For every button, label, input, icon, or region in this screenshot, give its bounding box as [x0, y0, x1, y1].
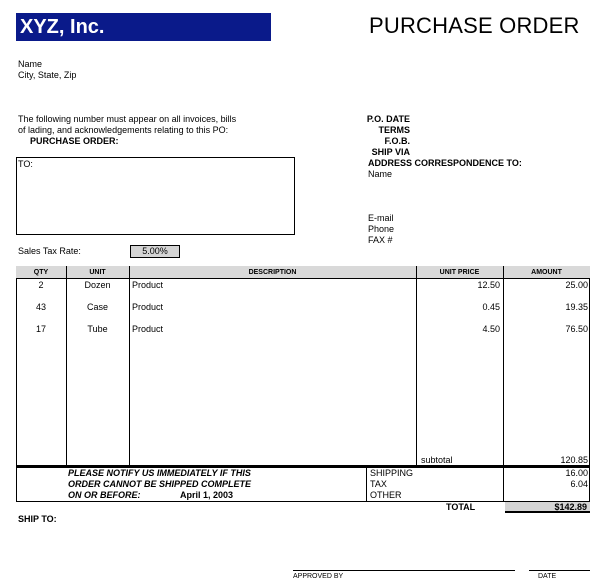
- shipping-value[interactable]: 16.00: [565, 468, 588, 478]
- column-header-unit-price: UNIT PRICE: [439, 269, 480, 276]
- table-cell-unit[interactable]: Tube: [87, 324, 108, 334]
- column-divider: [366, 467, 367, 502]
- table-cell-description[interactable]: Product: [132, 324, 164, 334]
- other-label: OTHER: [370, 490, 402, 500]
- ship-to-label: SHIP TO:: [18, 514, 57, 524]
- correspondence-heading: ADDRESS CORRESPONDENCE TO:: [368, 158, 522, 168]
- table-cell-qty[interactable]: 43: [35, 302, 46, 312]
- column-divider: [66, 266, 67, 466]
- warning-line-3: ON OR BEFORE:: [68, 490, 141, 500]
- table-cell-unit-price[interactable]: 4.50: [482, 324, 500, 334]
- total-label: TOTAL: [446, 502, 476, 512]
- company-name-banner: XYZ, Inc.: [16, 13, 271, 41]
- column-divider: [129, 266, 130, 466]
- total-value: $142.89: [505, 501, 590, 513]
- shipping-label: SHIPPING: [370, 468, 414, 478]
- column-header-unit: UNIT: [89, 269, 106, 276]
- correspondence-fax: FAX #: [368, 235, 393, 245]
- column-divider: [503, 266, 504, 466]
- table-cell-amount: 25.00: [565, 280, 588, 290]
- date-label: DATE: [538, 573, 557, 580]
- warning-line-1: PLEASE NOTIFY US IMMEDIATELY IF THIS: [68, 468, 251, 478]
- notice-line-1: The following number must appear on all invoices, bills: [18, 114, 237, 124]
- sales-tax-rate-field[interactable]: 5.00%: [130, 245, 180, 258]
- table-cell-unit-price[interactable]: 0.45: [482, 302, 500, 312]
- fob-label: F.O.B.: [384, 136, 410, 146]
- ship-via-label: SHIP VIA: [371, 147, 410, 157]
- ship-by-date[interactable]: April 1, 2003: [180, 490, 234, 500]
- table-cell-unit[interactable]: Case: [86, 302, 108, 312]
- column-header-amount: AMOUNT: [531, 269, 562, 276]
- table-cell-qty[interactable]: 2: [38, 280, 44, 290]
- column-divider: [416, 266, 417, 466]
- correspondence-email: E-mail: [368, 213, 394, 223]
- sales-tax-label: Sales Tax Rate:: [18, 246, 81, 256]
- company-contact-name: Name: [18, 59, 43, 69]
- company-city-state-zip: City, State, Zip: [18, 70, 77, 80]
- other-value[interactable]: [503, 490, 588, 501]
- table-cell-amount: 76.50: [565, 324, 588, 334]
- table-cell-unit-price[interactable]: 12.50: [477, 280, 500, 290]
- table-cell-description[interactable]: Product: [132, 302, 164, 312]
- tax-value: 6.04: [570, 479, 588, 489]
- notice-line-2: of lading, and acknowledgements relating to this PO:: [18, 125, 229, 135]
- terms-label: TERMS: [378, 125, 410, 135]
- table-cell-qty[interactable]: 17: [35, 324, 46, 334]
- table-cell-unit[interactable]: Dozen: [84, 280, 111, 290]
- po-date-label: P.O. DATE: [366, 114, 410, 124]
- correspondence-phone: Phone: [368, 224, 395, 234]
- warning-line-2: ORDER CANNOT BE SHIPPED COMPLETE: [68, 479, 252, 489]
- correspondence-name: Name: [368, 169, 393, 179]
- to-label: TO:: [18, 159, 33, 169]
- table-cell-description[interactable]: Product: [132, 280, 164, 290]
- to-address-box[interactable]: [16, 157, 295, 235]
- page-title: PURCHASE ORDER: [369, 13, 580, 38]
- column-header-description: DESCRIPTION: [248, 269, 297, 276]
- column-header-qty: QTY: [33, 269, 49, 276]
- approved-by-label: APPROVED BY: [293, 573, 344, 580]
- tax-label: TAX: [370, 479, 387, 489]
- subtotal-label: subtotal: [421, 455, 453, 465]
- table-cell-amount: 19.35: [565, 302, 588, 312]
- subtotal-value: 120.85: [560, 455, 588, 465]
- po-number-label: PURCHASE ORDER:: [30, 136, 119, 146]
